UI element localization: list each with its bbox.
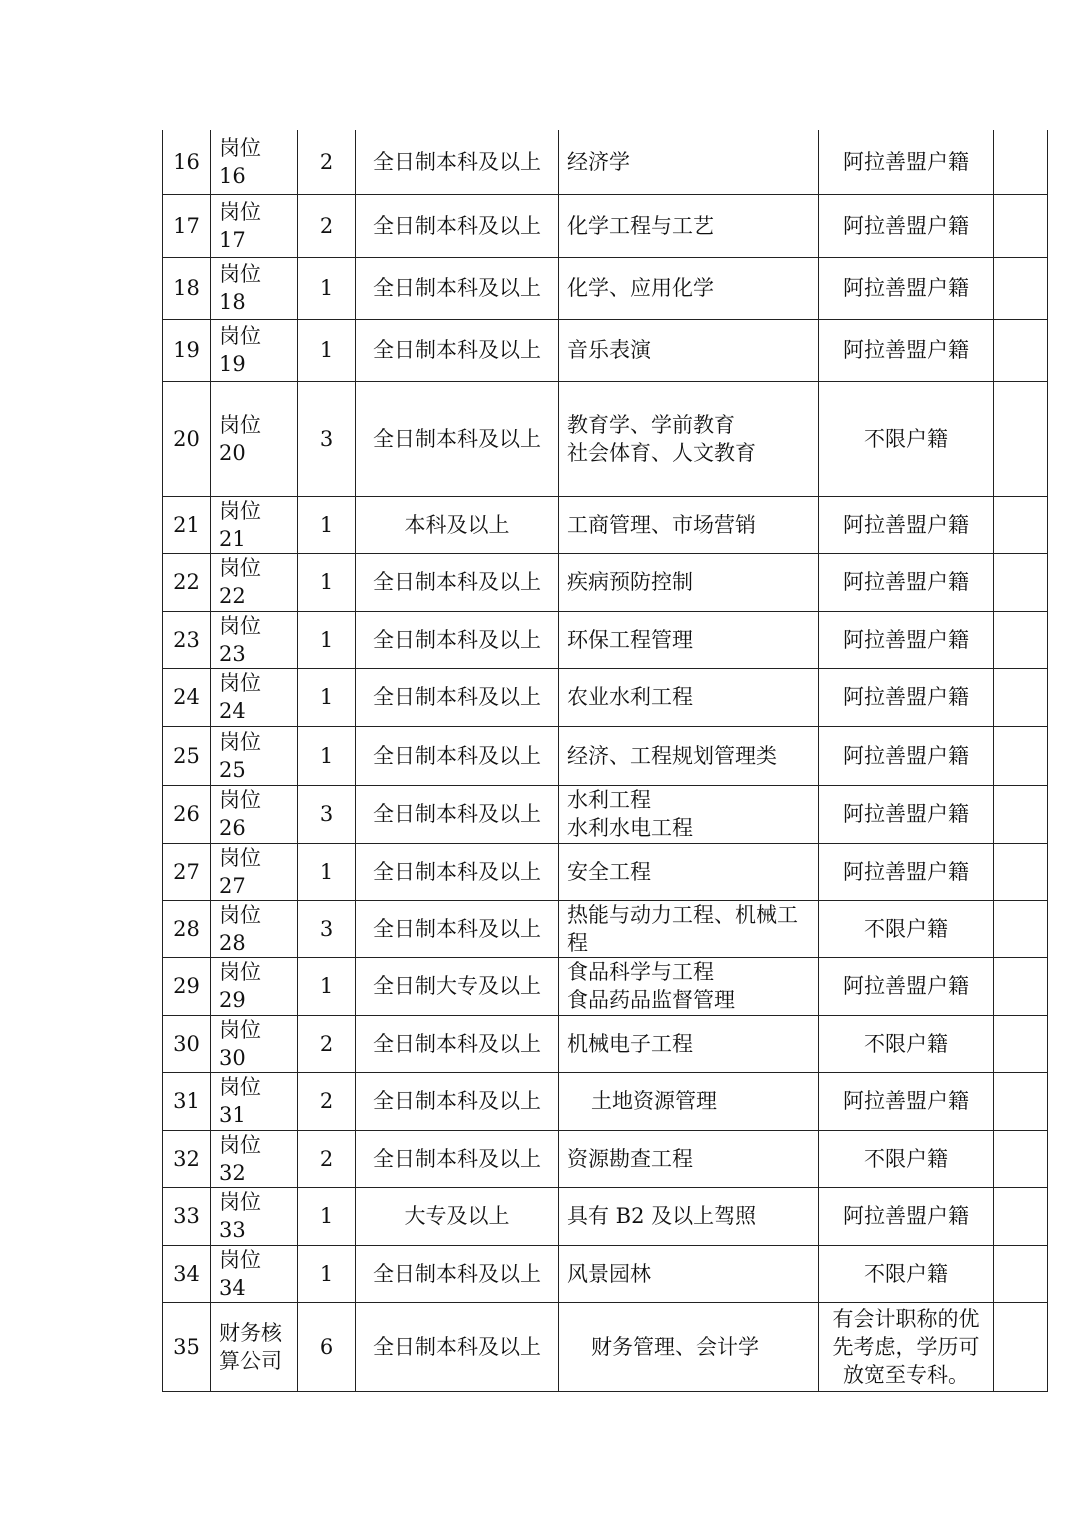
residence-requirement: 不限户籍 xyxy=(819,1130,994,1187)
education-requirement: 全日制本科及以上 xyxy=(356,843,559,900)
position-name: 岗位 24 xyxy=(211,668,298,726)
row-number: 28 xyxy=(163,900,211,957)
major-requirement: 机械电子工程 xyxy=(559,1015,819,1072)
position-name: 岗位 30 xyxy=(211,1015,298,1072)
table-row xyxy=(163,1302,1048,1391)
remarks-cell xyxy=(994,257,1048,319)
row-number: 31 xyxy=(163,1072,211,1130)
major-requirement: 水利工程 水利水电工程 xyxy=(559,785,819,843)
residence-requirement: 阿拉善盟户籍 xyxy=(819,611,994,668)
headcount: 1 xyxy=(298,726,356,785)
remarks-cell xyxy=(994,957,1048,1015)
residence-requirement: 阿拉善盟户籍 xyxy=(819,496,994,553)
education-requirement: 全日制本科及以上 xyxy=(356,900,559,957)
row-number: 25 xyxy=(163,726,211,785)
headcount: 1 xyxy=(298,257,356,319)
headcount: 2 xyxy=(298,130,356,194)
education-requirement: 全日制本科及以上 xyxy=(356,130,559,194)
major-requirement: 财务管理、会计学 xyxy=(559,1302,819,1391)
residence-requirement: 阿拉善盟户籍 xyxy=(819,130,994,194)
table-row xyxy=(163,1130,1048,1187)
major-requirement: 安全工程 xyxy=(559,843,819,900)
education-requirement: 全日制本科及以上 xyxy=(356,1072,559,1130)
education-requirement: 全日制本科及以上 xyxy=(356,611,559,668)
remarks-cell xyxy=(994,130,1048,194)
headcount: 3 xyxy=(298,900,356,957)
major-requirement: 具有 B2 及以上驾照 xyxy=(559,1187,819,1245)
table-row xyxy=(163,496,1048,553)
major-requirement: 环保工程管理 xyxy=(559,611,819,668)
remarks-cell xyxy=(994,194,1048,257)
position-name: 岗位 33 xyxy=(211,1187,298,1245)
position-name: 岗位 19 xyxy=(211,319,298,381)
headcount: 6 xyxy=(298,1302,356,1391)
position-name: 岗位 29 xyxy=(211,957,298,1015)
row-number: 19 xyxy=(163,319,211,381)
headcount: 3 xyxy=(298,785,356,843)
residence-requirement: 阿拉善盟户籍 xyxy=(819,785,994,843)
residence-requirement: 不限户籍 xyxy=(819,1245,994,1302)
position-name: 岗位 28 xyxy=(211,900,298,957)
residence-requirement: 有会计职称的优 先考虑，学历可 放宽至专科。 xyxy=(819,1302,994,1391)
headcount: 1 xyxy=(298,1187,356,1245)
education-requirement: 大专及以上 xyxy=(356,1187,559,1245)
residence-requirement: 阿拉善盟户籍 xyxy=(819,257,994,319)
table-row xyxy=(163,668,1048,726)
major-requirement: 风景园林 xyxy=(559,1245,819,1302)
education-requirement: 全日制本科及以上 xyxy=(356,553,559,611)
residence-requirement: 不限户籍 xyxy=(819,900,994,957)
residence-requirement: 阿拉善盟户籍 xyxy=(819,726,994,785)
residence-requirement: 阿拉善盟户籍 xyxy=(819,1072,994,1130)
residence-requirement: 阿拉善盟户籍 xyxy=(819,1187,994,1245)
major-requirement: 食品科学与工程 食品药品监督管理 xyxy=(559,957,819,1015)
residence-requirement: 阿拉善盟户籍 xyxy=(819,957,994,1015)
major-requirement: 资源勘查工程 xyxy=(559,1130,819,1187)
row-number: 35 xyxy=(163,1302,211,1391)
row-number: 27 xyxy=(163,843,211,900)
headcount: 1 xyxy=(298,553,356,611)
major-requirement: 工商管理、市场营销 xyxy=(559,496,819,553)
position-name: 岗位 22 xyxy=(211,553,298,611)
row-number: 18 xyxy=(163,257,211,319)
position-name: 岗位 27 xyxy=(211,843,298,900)
education-requirement: 全日制本科及以上 xyxy=(356,194,559,257)
row-number: 16 xyxy=(163,130,211,194)
table-row xyxy=(163,900,1048,957)
row-number: 17 xyxy=(163,194,211,257)
table-row xyxy=(163,957,1048,1015)
education-requirement: 全日制本科及以上 xyxy=(356,785,559,843)
headcount: 2 xyxy=(298,1015,356,1072)
remarks-cell xyxy=(994,611,1048,668)
headcount: 1 xyxy=(298,668,356,726)
remarks-cell xyxy=(994,668,1048,726)
table-row xyxy=(163,1072,1048,1130)
row-number: 21 xyxy=(163,496,211,553)
residence-requirement: 阿拉善盟户籍 xyxy=(819,319,994,381)
table-row xyxy=(163,1015,1048,1072)
headcount: 2 xyxy=(298,1130,356,1187)
row-number: 29 xyxy=(163,957,211,1015)
remarks-cell xyxy=(994,843,1048,900)
position-name: 岗位 21 xyxy=(211,496,298,553)
remarks-cell xyxy=(994,1245,1048,1302)
row-number: 20 xyxy=(163,381,211,496)
position-name: 岗位 16 xyxy=(211,130,298,194)
education-requirement: 本科及以上 xyxy=(356,496,559,553)
table-row xyxy=(163,130,1048,194)
remarks-cell xyxy=(994,553,1048,611)
row-number: 26 xyxy=(163,785,211,843)
remarks-cell xyxy=(994,496,1048,553)
table-row xyxy=(163,611,1048,668)
table-row xyxy=(163,381,1048,496)
education-requirement: 全日制本科及以上 xyxy=(356,1302,559,1391)
major-requirement: 农业水利工程 xyxy=(559,668,819,726)
headcount: 2 xyxy=(298,1072,356,1130)
row-number: 22 xyxy=(163,553,211,611)
row-number: 32 xyxy=(163,1130,211,1187)
table-row xyxy=(163,319,1048,381)
remarks-cell xyxy=(994,726,1048,785)
remarks-cell xyxy=(994,1130,1048,1187)
major-requirement: 教育学、学前教育 社会体育、人文教育 xyxy=(559,381,819,496)
remarks-cell xyxy=(994,900,1048,957)
remarks-cell xyxy=(994,319,1048,381)
position-name: 岗位 32 xyxy=(211,1130,298,1187)
table-row xyxy=(163,553,1048,611)
table-row xyxy=(163,843,1048,900)
position-name: 岗位 25 xyxy=(211,726,298,785)
recruitment-table xyxy=(162,130,1048,1392)
position-name: 岗位 23 xyxy=(211,611,298,668)
education-requirement: 全日制大专及以上 xyxy=(356,957,559,1015)
position-name: 岗位 18 xyxy=(211,257,298,319)
row-number: 34 xyxy=(163,1245,211,1302)
major-requirement: 疾病预防控制 xyxy=(559,553,819,611)
education-requirement: 全日制本科及以上 xyxy=(356,319,559,381)
row-number: 30 xyxy=(163,1015,211,1072)
residence-requirement: 阿拉善盟户籍 xyxy=(819,843,994,900)
position-name: 岗位 31 xyxy=(211,1072,298,1130)
table-row xyxy=(163,1187,1048,1245)
headcount: 1 xyxy=(298,843,356,900)
education-requirement: 全日制本科及以上 xyxy=(356,1015,559,1072)
major-requirement: 化学、应用化学 xyxy=(559,257,819,319)
remarks-cell xyxy=(994,785,1048,843)
residence-requirement: 阿拉善盟户籍 xyxy=(819,668,994,726)
education-requirement: 全日制本科及以上 xyxy=(356,1130,559,1187)
residence-requirement: 不限户籍 xyxy=(819,1015,994,1072)
major-requirement: 土地资源管理 xyxy=(559,1072,819,1130)
headcount: 1 xyxy=(298,496,356,553)
table-row xyxy=(163,726,1048,785)
education-requirement: 全日制本科及以上 xyxy=(356,1245,559,1302)
headcount: 2 xyxy=(298,194,356,257)
major-requirement: 热能与动力工程、机械工 程 xyxy=(559,900,819,957)
position-name: 财务核 算公司 xyxy=(211,1302,298,1391)
table-row xyxy=(163,257,1048,319)
remarks-cell xyxy=(994,1015,1048,1072)
table-row xyxy=(163,1245,1048,1302)
residence-requirement: 不限户籍 xyxy=(819,381,994,496)
position-name: 岗位 34 xyxy=(211,1245,298,1302)
education-requirement: 全日制本科及以上 xyxy=(356,381,559,496)
headcount: 1 xyxy=(298,957,356,1015)
table-body xyxy=(163,130,1048,1391)
major-requirement: 经济学 xyxy=(559,130,819,194)
position-name: 岗位 26 xyxy=(211,785,298,843)
position-name: 岗位 17 xyxy=(211,194,298,257)
table-row xyxy=(163,194,1048,257)
major-requirement: 音乐表演 xyxy=(559,319,819,381)
education-requirement: 全日制本科及以上 xyxy=(356,257,559,319)
headcount: 1 xyxy=(298,611,356,668)
remarks-cell xyxy=(994,1302,1048,1391)
row-number: 33 xyxy=(163,1187,211,1245)
headcount: 1 xyxy=(298,1245,356,1302)
row-number: 24 xyxy=(163,668,211,726)
headcount: 3 xyxy=(298,381,356,496)
major-requirement: 经济、工程规划管理类 xyxy=(559,726,819,785)
row-number: 23 xyxy=(163,611,211,668)
remarks-cell xyxy=(994,1072,1048,1130)
education-requirement: 全日制本科及以上 xyxy=(356,668,559,726)
residence-requirement: 阿拉善盟户籍 xyxy=(819,553,994,611)
table-row xyxy=(163,785,1048,843)
position-name: 岗位 20 xyxy=(211,381,298,496)
remarks-cell xyxy=(994,381,1048,496)
education-requirement: 全日制本科及以上 xyxy=(356,726,559,785)
major-requirement: 化学工程与工艺 xyxy=(559,194,819,257)
headcount: 1 xyxy=(298,319,356,381)
residence-requirement: 阿拉善盟户籍 xyxy=(819,194,994,257)
remarks-cell xyxy=(994,1187,1048,1245)
